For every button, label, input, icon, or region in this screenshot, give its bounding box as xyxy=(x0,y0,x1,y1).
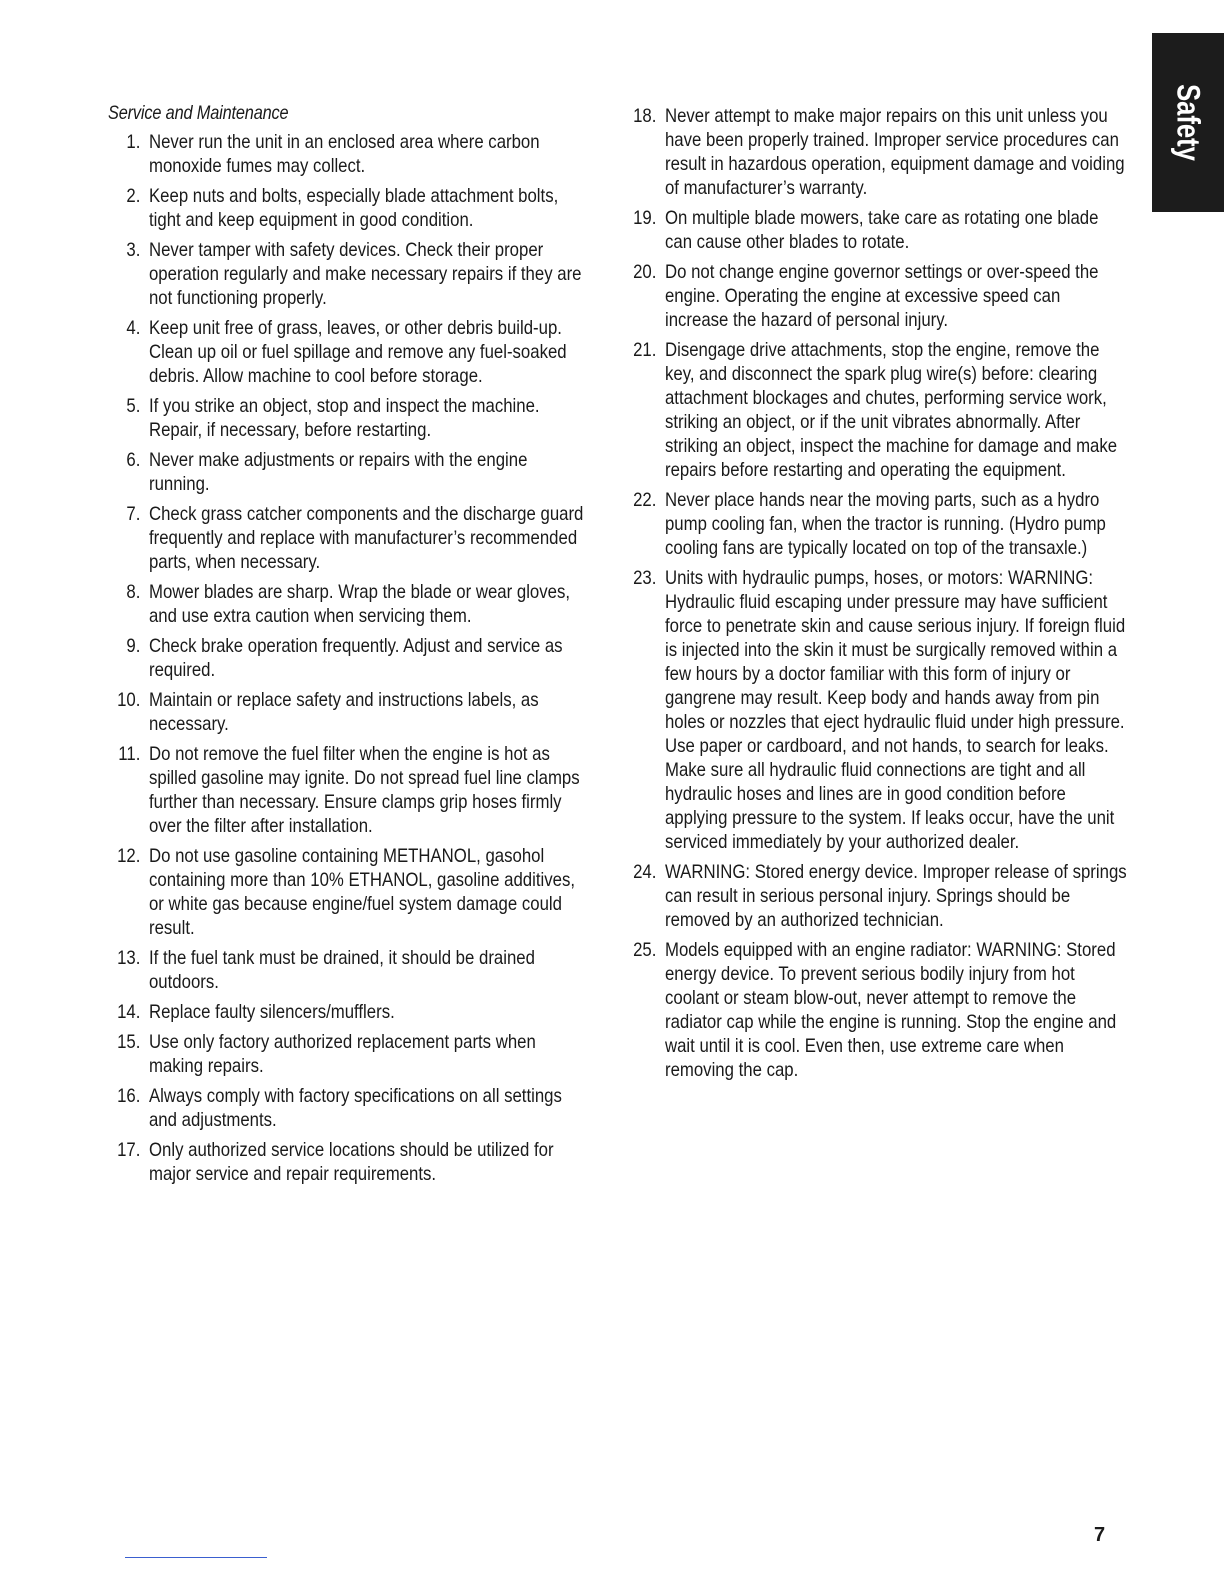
item-number: 11. xyxy=(118,743,141,765)
item-number: 16. xyxy=(117,1085,141,1107)
item-number: 20. xyxy=(633,261,657,283)
list-item xyxy=(112,634,585,682)
left-column xyxy=(112,130,585,1192)
item-number: 19. xyxy=(633,207,657,229)
item-number: 14. xyxy=(117,1001,141,1023)
item-text: If the fuel tank must be drained, it should be drained outdoors. xyxy=(148,947,535,993)
list-item xyxy=(112,1000,585,1024)
list-item xyxy=(628,206,1127,254)
list-item xyxy=(112,238,585,310)
item-number: 23. xyxy=(633,567,657,589)
item-number: 2. xyxy=(126,185,141,207)
list-item xyxy=(112,742,585,838)
item-text: Units with hydraulic pumps, hoses, or motors: WARNING: Hydraulic fluid escaping under pressure may have sufficient force to penetrate skin and cause serious injury. If foreign fluid is injected into the skin it must be surgically removed within a few hours by a doctor familiar with this form of injury or gangrene may result. Keep body and hands away from pin holes or nozzles that eject hydraulic fluid under high pressure. Use paper or cardboard, and not hands, to search for leaks. Make sure all hydraulic fluid connections are tight and all hydraulic hoses and lines are in good condition before applying pressure to the system. If leaks occur, have the unit serviced immediately by your authorized dealer. xyxy=(664,567,1126,853)
item-number: 18. xyxy=(633,105,657,127)
item-text: Keep nuts and bolts, especially blade attachment bolts, tight and keep equipment in good condition. xyxy=(148,185,559,231)
list-item xyxy=(112,1084,585,1132)
item-text: Use only factory authorized replacement parts when making repairs. xyxy=(148,1031,536,1077)
left-instruction-list xyxy=(112,130,585,1186)
list-item xyxy=(628,104,1127,200)
section-heading: Service and Maintenance xyxy=(108,103,289,124)
item-text: Replace faulty silencers/mufflers. xyxy=(148,1001,395,1023)
item-number: 25. xyxy=(633,939,657,961)
item-text: Never tamper with safety devices. Check their proper operation regularly and make necessary repairs if they are not functioning properly. xyxy=(148,239,582,309)
item-number: 13. xyxy=(117,947,141,969)
safety-section-tab xyxy=(1152,33,1224,212)
list-item xyxy=(112,1030,585,1078)
list-item xyxy=(628,860,1127,932)
item-number: 24. xyxy=(633,861,657,883)
item-number: 6. xyxy=(126,449,141,471)
list-item xyxy=(112,448,585,496)
item-number: 15. xyxy=(117,1031,141,1053)
item-number: 22. xyxy=(633,489,657,511)
safety-tab-label: Safety xyxy=(1170,84,1207,161)
item-text: Always comply with factory specifications on all settings and adjustments. xyxy=(148,1085,562,1131)
list-item xyxy=(112,688,585,736)
item-text: Never run the unit in an enclosed area where carbon monoxide fumes may collect. xyxy=(148,131,540,177)
item-number: 17. xyxy=(117,1139,141,1161)
item-text: Do not use gasoline containing METHANOL, gasohol containing more than 10% ETHANOL, gasoline additives, or white gas because engine/fuel system damage could result. xyxy=(148,845,575,939)
page-number: 7 xyxy=(1094,1524,1106,1546)
item-number: 21. xyxy=(633,339,657,361)
list-item xyxy=(628,938,1127,1082)
item-number: 4. xyxy=(126,317,141,339)
item-text: Check grass catcher components and the discharge guard frequently and replace with manufacturer’s recommended parts, when necessary. xyxy=(148,503,584,573)
list-item xyxy=(628,488,1127,560)
list-item xyxy=(628,260,1127,332)
list-item xyxy=(112,946,585,994)
list-item xyxy=(628,566,1127,854)
right-instruction-list xyxy=(628,104,1127,1082)
item-number: 10. xyxy=(117,689,141,711)
list-item xyxy=(112,130,585,178)
item-text: Maintain or replace safety and instructions labels, as necessary. xyxy=(148,689,539,735)
footer-divider xyxy=(125,1557,267,1558)
item-text: Check brake operation frequently. Adjust and service as required. xyxy=(148,635,563,681)
item-number: 1. xyxy=(126,131,141,153)
right-column xyxy=(628,104,1127,1088)
item-text: Never make adjustments or repairs with the engine running. xyxy=(148,449,528,495)
list-item xyxy=(112,580,585,628)
item-text: On multiple blade mowers, take care as rotating one blade can cause other blades to rotate. xyxy=(664,207,1099,253)
item-text: WARNING: Stored energy device. Improper release of springs can result in serious personal injury. Springs should be removed by an authorized technician. xyxy=(664,861,1127,931)
item-text: Disengage drive attachments, stop the engine, remove the key, and disconnect the spark plug wire(s) before: clearing attachment blockages and chutes, performing service work, striking an object, or if the unit vibrates abnormally. After striking an object, inspect the machine for damage and make repairs before restarting and operating the equipment. xyxy=(664,339,1118,481)
item-number: 12. xyxy=(117,845,141,867)
item-number: 3. xyxy=(126,239,141,261)
item-text: Do not remove the fuel filter when the engine is hot as spilled gasoline may ignite. Do not spread fuel line clamps further than necessary. Ensure clamps grip hoses firmly over the filter after installation. xyxy=(148,743,580,837)
list-item xyxy=(112,844,585,940)
list-item xyxy=(112,502,585,574)
item-text: If you strike an object, stop and inspect the machine. Repair, if necessary, before restarting. xyxy=(148,395,540,441)
item-text: Never attempt to make major repairs on this unit unless you have been properly trained. Improper service procedures can result in hazardous operation, equipment damage and voiding of manufacturer’s warranty. xyxy=(664,105,1125,199)
item-text: Never place hands near the moving parts, such as a hydro pump cooling fan, when the tractor is running. (Hydro pump cooling fans are typically located on top of the transaxle.) xyxy=(664,489,1106,559)
item-number: 8. xyxy=(126,581,141,603)
list-item xyxy=(112,394,585,442)
list-item xyxy=(112,1138,585,1186)
item-text: Mower blades are sharp. Wrap the blade or wear gloves, and use extra caution when servicing them. xyxy=(148,581,571,627)
list-item xyxy=(112,316,585,388)
item-text: Models equipped with an engine radiator: WARNING: Stored energy device. To prevent serious bodily injury from hot coolant or steam blow-out, never attempt to remove the radiator cap while the engine is running. Stop the engine and wait until it is cool. Even then, use extreme care when removing the cap. xyxy=(664,939,1117,1081)
item-text: Only authorized service locations should be utilized for major service and repair requirements. xyxy=(148,1139,554,1185)
item-number: 7. xyxy=(126,503,141,525)
list-item xyxy=(112,184,585,232)
item-number: 5. xyxy=(126,395,141,417)
item-text: Do not change engine governor settings or over-speed the engine. Operating the engine at excessive speed can increase the hazard of personal injury. xyxy=(664,261,1099,331)
item-number: 9. xyxy=(126,635,141,657)
item-text: Keep unit free of grass, leaves, or other debris build-up. Clean up oil or fuel spillage and remove any fuel-soaked debris. Allow machine to cool before storage. xyxy=(148,317,567,387)
list-item xyxy=(628,338,1127,482)
